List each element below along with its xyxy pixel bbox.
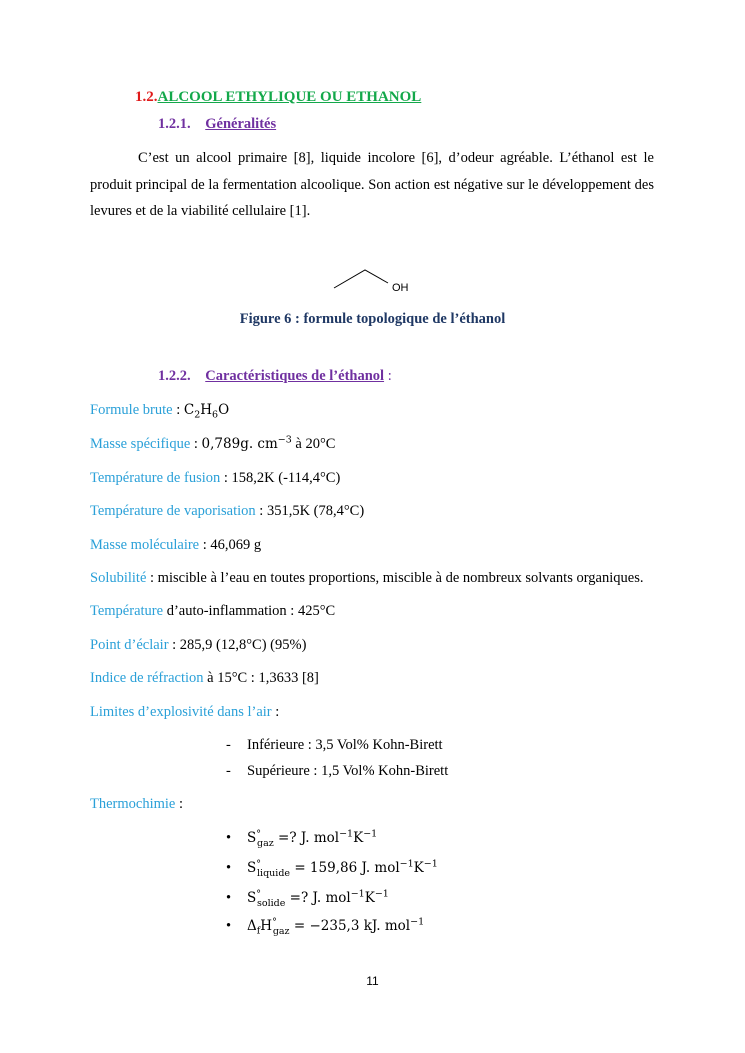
thermo-label: Thermochimie	[90, 796, 176, 812]
thermo-heading: Thermochimie :	[90, 796, 184, 812]
section-title: ALCOOL ETHYLIQUE OU ETHANOL	[157, 89, 422, 105]
prop-fusion-label: Température de fusion	[90, 470, 221, 486]
subsection-2-heading: 1.2.2. Caractéristiques de l’éthanol :	[158, 368, 392, 384]
limit-inferieure: Inférieure : 3,5 Vol% Kohn-Birett	[247, 737, 443, 753]
prop-auto-inflammation-value: d’auto-inflammation : 425°C	[163, 603, 336, 619]
limit-superieure: Supérieure : 1,5 Vol% Kohn-Birett	[247, 763, 449, 779]
hydroxyl-label: OH	[392, 282, 409, 294]
prop-vaporisation-value: : 351,5K (78,4°C)	[255, 503, 365, 519]
prop-auto-inflammation	[90, 603, 335, 620]
thermo-s-solide: $S^\circ_{solide}$ =? J. $mol^{-1}K^{-1}$	[247, 888, 389, 909]
prop-limites-label: Limites d’explosivité dans l’air	[90, 704, 272, 720]
thermo-s-gaz: $S^\circ_{gaz}$ =? J. $mol^{-1}K^{-1}$	[247, 828, 378, 849]
list-item: • $\Delta_fH^\circ_{gaz} = -235,3$ kJ. mol$^{-1}$	[226, 916, 425, 937]
list-item: • $S^\circ_{liquide} = 159,86$ J. $mol^{-1}K^{-1}$	[226, 858, 438, 879]
prop-point-eclair	[90, 637, 306, 654]
prop-refraction-label: Indice de réfraction	[90, 670, 204, 686]
prop-fusion	[90, 470, 340, 487]
list-item: • $S^\circ_{solide}$ =? J. $mol^{-1}K^{-1}$	[226, 888, 389, 909]
list-item: - Supérieure : 1,5 Vol% Kohn-Birett	[226, 763, 449, 779]
prop-vaporisation-label: Température de vaporisation	[90, 503, 256, 519]
prop-formule-value: $C_2H_6O$	[183, 402, 230, 421]
prop-point-eclair-label: Point d’éclair	[90, 637, 169, 653]
intro-text: C’est un alcool primaire [8], liquide incolore [6], d’odeur agréable. L’éthanol est le produit principal de la fermentation alcoolique. Son action est négative sur le développement des levures et de la viabilité cellulaire [1].	[90, 150, 654, 219]
prop-formule-label: Formule brute	[90, 402, 173, 418]
ethanol-structure	[330, 266, 420, 298]
intro-paragraph	[90, 145, 654, 225]
prop-point-eclair-value: : 285,9 (12,8°C) (95%)	[168, 637, 307, 653]
prop-limites: Limites d’explosivité dans l’air :	[90, 704, 280, 720]
prop-masse-specifique-value: 0,789g. $cm^{-3}$	[201, 434, 292, 452]
prop-formule: Formule brute : $C_2H_6O$	[90, 402, 230, 421]
prop-masse-moleculaire-label: Masse moléculaire	[90, 537, 200, 553]
list-item: • $S^\circ_{gaz}$ =? J. $mol^{-1}K^{-1}$	[226, 828, 378, 849]
prop-solubilite	[90, 570, 643, 587]
subsection-1-title: Généralités	[205, 116, 277, 132]
figure-caption: Figure 6 : formule topologique de l’éthanol	[239, 311, 506, 327]
prop-refraction	[90, 670, 319, 687]
prop-solubilite-label: Solubilité	[90, 570, 147, 586]
prop-fusion-value: : 158,2K (-114,4°C)	[220, 470, 341, 486]
subsection-1-number: 1.2.1.	[158, 116, 191, 132]
prop-masse-moleculaire-value: : 46,069 g	[199, 537, 262, 553]
prop-masse-specifique: Masse spécifique : 0,789g. $cm^{-3}$ à 20°C	[90, 434, 336, 452]
prop-auto-inflammation-label: Température	[90, 603, 164, 619]
thermo-s-liquide: $S^\circ_{liquide} = 159,86$ J. $mol^{-1}K^{-1}$	[247, 858, 438, 879]
section-heading	[135, 89, 421, 106]
prop-masse-moleculaire	[90, 537, 261, 554]
subsection-2-title: Caractéristiques de l’éthanol	[205, 368, 385, 384]
section-number: 1.2.	[135, 89, 158, 105]
page-number: 11	[366, 974, 379, 988]
prop-vaporisation	[90, 503, 364, 520]
prop-masse-specifique-label: Masse spécifique	[90, 436, 191, 452]
prop-solubilite-value: : miscible à l’eau en toutes proportions, miscible à de nombreux solvants organiques.	[146, 570, 644, 586]
subsection-1-heading	[158, 116, 276, 133]
thermo-delta-h-gaz: $\Delta_fH^\circ_{gaz} = -235,3$ kJ. mol$^{-1}$	[247, 916, 425, 937]
subsection-2-number: 1.2.2.	[158, 368, 191, 384]
prop-refraction-value: à 15°C : 1,3633 [8]	[203, 670, 319, 686]
list-item: - Inférieure : 3,5 Vol% Kohn-Birett	[226, 737, 443, 753]
